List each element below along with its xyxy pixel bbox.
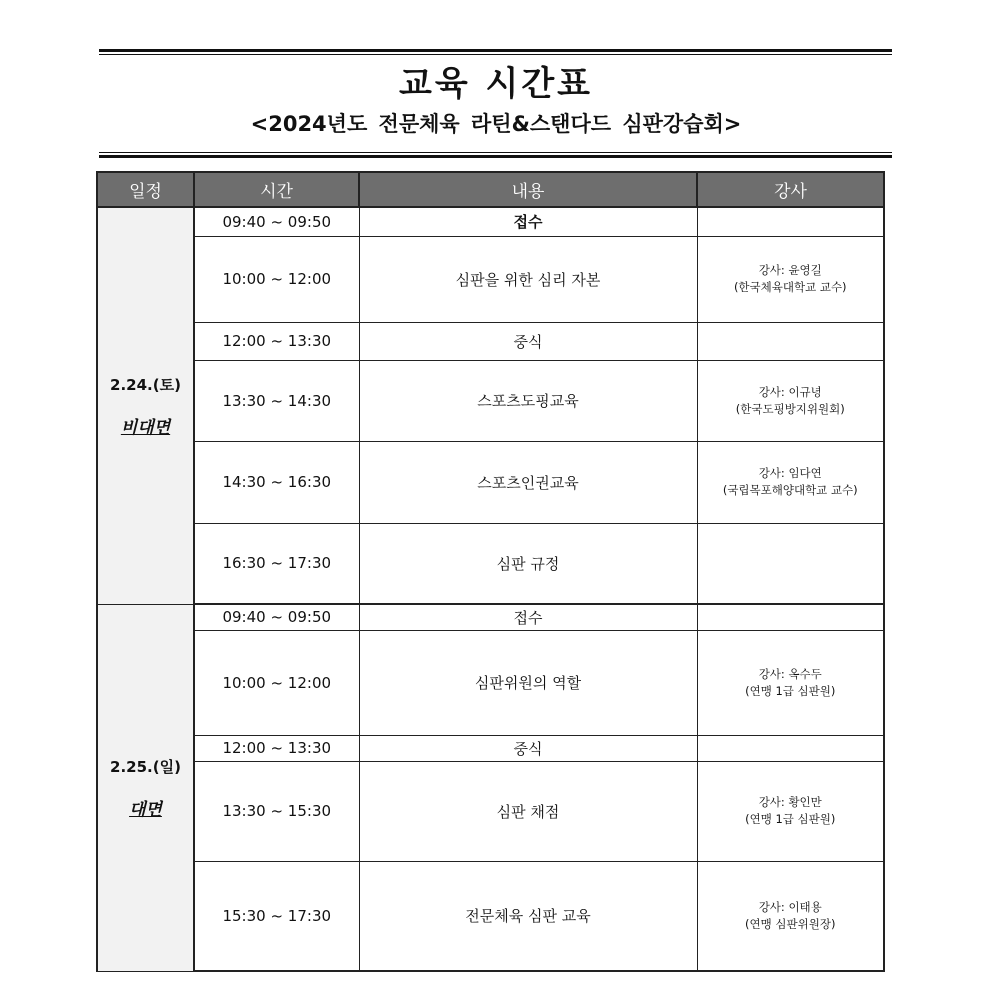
table-row [97,236,884,322]
content-cell: 중식 [359,735,697,761]
instructor-affiliation: (연맹 1급 심판원) [745,812,836,826]
time-cell: 14:30 ~ 16:30 [194,441,359,523]
time-cell: 13:30 ~ 14:30 [194,360,359,441]
time-cell: 09:40 ~ 09:50 [194,604,359,630]
content-cell: 심판을 위한 심리 자본 [359,236,697,322]
instructor-cell [697,523,884,604]
content-cell: 심판 규정 [359,523,697,604]
bottom-double-rule [99,152,892,158]
column-header-instructor: 강사 [697,172,884,207]
page-title: 교육 시간표 [398,64,594,104]
table-row [97,630,884,735]
time-cell: 12:00 ~ 13:30 [194,322,359,360]
content-cell: 전문체육 심판 교육 [359,861,697,971]
instructor-cell [697,322,884,360]
date-cell-day1 [97,207,194,604]
table-row [97,441,884,523]
top-double-rule [99,49,892,55]
table-row [97,207,884,236]
instructor-affiliation: (한국체육대학교 교수) [733,280,847,294]
instructor-name: 강사: 옥수두 [758,666,822,681]
time-cell: 10:00 ~ 12:00 [194,630,359,735]
instructor-cell [697,861,884,971]
table-row [97,322,884,360]
column-header-date: 일정 [97,172,194,207]
instructor-cell [697,207,884,236]
instructor-affiliation: (국립목포해양대학교 교수) [722,483,858,497]
instructor-cell [697,761,884,861]
table-row [97,604,884,630]
day2-mode: 대면 [129,799,162,820]
table-header-row [97,172,884,207]
table-row [97,735,884,761]
instructor-name: 강사: 이태용 [758,899,822,914]
instructor-name: 강사: 임다연 [758,466,822,480]
instructor-affiliation: (한국도핑방지위원회) [735,401,845,416]
instructor-affiliation: (연맹 심판위원장) [745,916,836,931]
table-row [97,523,884,604]
instructor-affiliation: (연맹 1급 심판원) [745,683,836,698]
table-row [97,761,884,861]
content-cell: 접수 [359,604,697,630]
date-cell-day2 [97,604,194,971]
instructor-cell [697,604,884,630]
time-cell: 12:00 ~ 13:30 [194,735,359,761]
instructor-name: 강사: 윤영길 [758,263,822,277]
content-cell: 심판위원의 역할 [359,630,697,735]
table-row [97,861,884,971]
content-cell: 스포츠인권교육 [359,441,697,523]
page-subtitle: <2024년도 전문체육 라틴&스탠다드 심판강습회> [250,112,742,136]
time-cell: 10:00 ~ 12:00 [194,236,359,322]
content-cell: 중식 [359,322,697,360]
time-cell: 16:30 ~ 17:30 [194,523,359,604]
day1-mode: 비대면 [120,417,171,438]
instructor-cell [697,441,884,523]
table-row [97,360,884,441]
content-cell: 스포츠도핑교육 [359,360,697,441]
time-cell: 13:30 ~ 15:30 [194,761,359,861]
column-header-content: 내용 [359,172,697,207]
content-cell: 접수 [359,207,697,236]
content-cell: 심판 채점 [359,761,697,861]
instructor-name: 강사: 이규녕 [758,384,822,399]
instructor-cell [697,630,884,735]
day2-date: 2.25.(일) [110,757,181,776]
instructor-cell [697,360,884,441]
instructor-name: 강사: 황인만 [758,795,822,809]
day1-date: 2.24.(토) [110,375,181,394]
column-header-time: 시간 [194,172,359,207]
time-cell: 15:30 ~ 17:30 [194,861,359,971]
instructor-cell [697,735,884,761]
schedule-table [96,171,885,972]
time-cell: 09:40 ~ 09:50 [194,207,359,236]
instructor-cell [697,236,884,322]
